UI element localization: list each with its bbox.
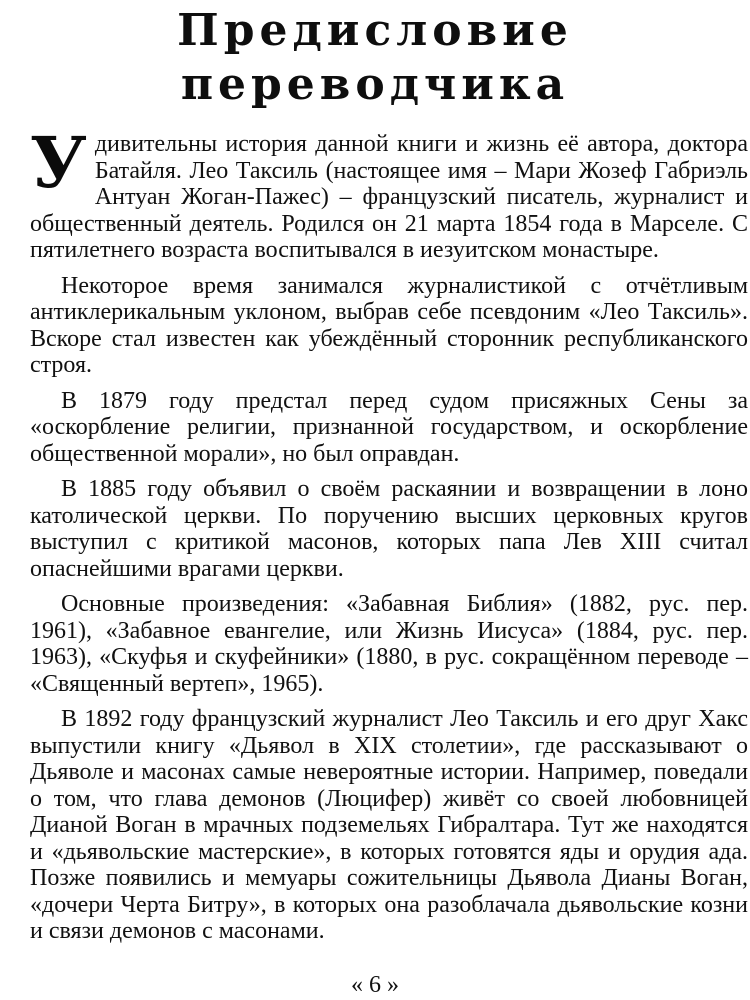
paragraph-1	[30, 121, 748, 264]
paragraph-1-text: дивительны история данной книги и жизнь её автора, доктора Батайля. Лео Таксиль (настоящее имя – Мари Жозеф Габриэль Антуан Жоган-Пажес) – французский писатель, журналист и общественный деятель. Родился он 21 марта 1854 года в Марселе. С пятилетнего возраста воспитывался в иезуитском монастыре.	[30, 131, 748, 263]
heading-line-1: Предисловие	[177, 5, 573, 56]
paragraph-2: Некоторое время занимался журналистикой с отчётливым антиклерикальным уклоном, выбрав себе псевдоним «Лео Таксиль». Вскоре стал известен как убеждённый сторонник республиканского строя.	[30, 272, 748, 378]
page-number: « 6 »	[351, 972, 399, 998]
paragraph-3: В 1879 году предстал перед судом присяжных Сены за «оскорбление религии, признанной государством, и оскорбление общественной морали», но был оправдан.	[30, 387, 748, 467]
paragraph-6: В 1892 году французский журналист Лео Таксиль и его друг Хакс выпустили книгу «Дьявол в XIX столетии», где рассказывают о Дьяволе и масонах самые невероятные истории. Например, поведали о том, что глава демонов (Люцифер) живёт со своей любовницей Дианой Воган в мрачных подземельях Гибралтара. Тут же находятся и «дьявольские мастерские», в которых готовятся яды и орудия ада. Позже появились и мемуары сожительницы Дьявола Дианы Воган, «дочери Черта Битру», в которых она разоблачала дьявольские козни и связи демонов с масонами.	[30, 706, 748, 944]
paragraph-4: В 1885 году объявил о своём раскаянии и возвращении в лоно католической церкви. По поручению высших церковных кругов выступил с критикой масонов, которых папа Лев XIII считал опаснейшими врагами церкви.	[30, 476, 748, 582]
paragraph-5: Основные произведения: «Забавная Библия» (1882, рус. пер. 1961), «Забавное евангелие, или Жизнь Иисуса» (1884, рус. пер. 1963), «Скуфья и скуфейники» (1880, в рус. сокращённом переводе – «Священный вертеп», 1965).	[30, 591, 748, 697]
heading-line-2: переводчика	[180, 59, 570, 110]
body-text	[30, 121, 748, 954]
chapter-heading	[0, 4, 750, 112]
drop-cap: У	[30, 121, 87, 204]
